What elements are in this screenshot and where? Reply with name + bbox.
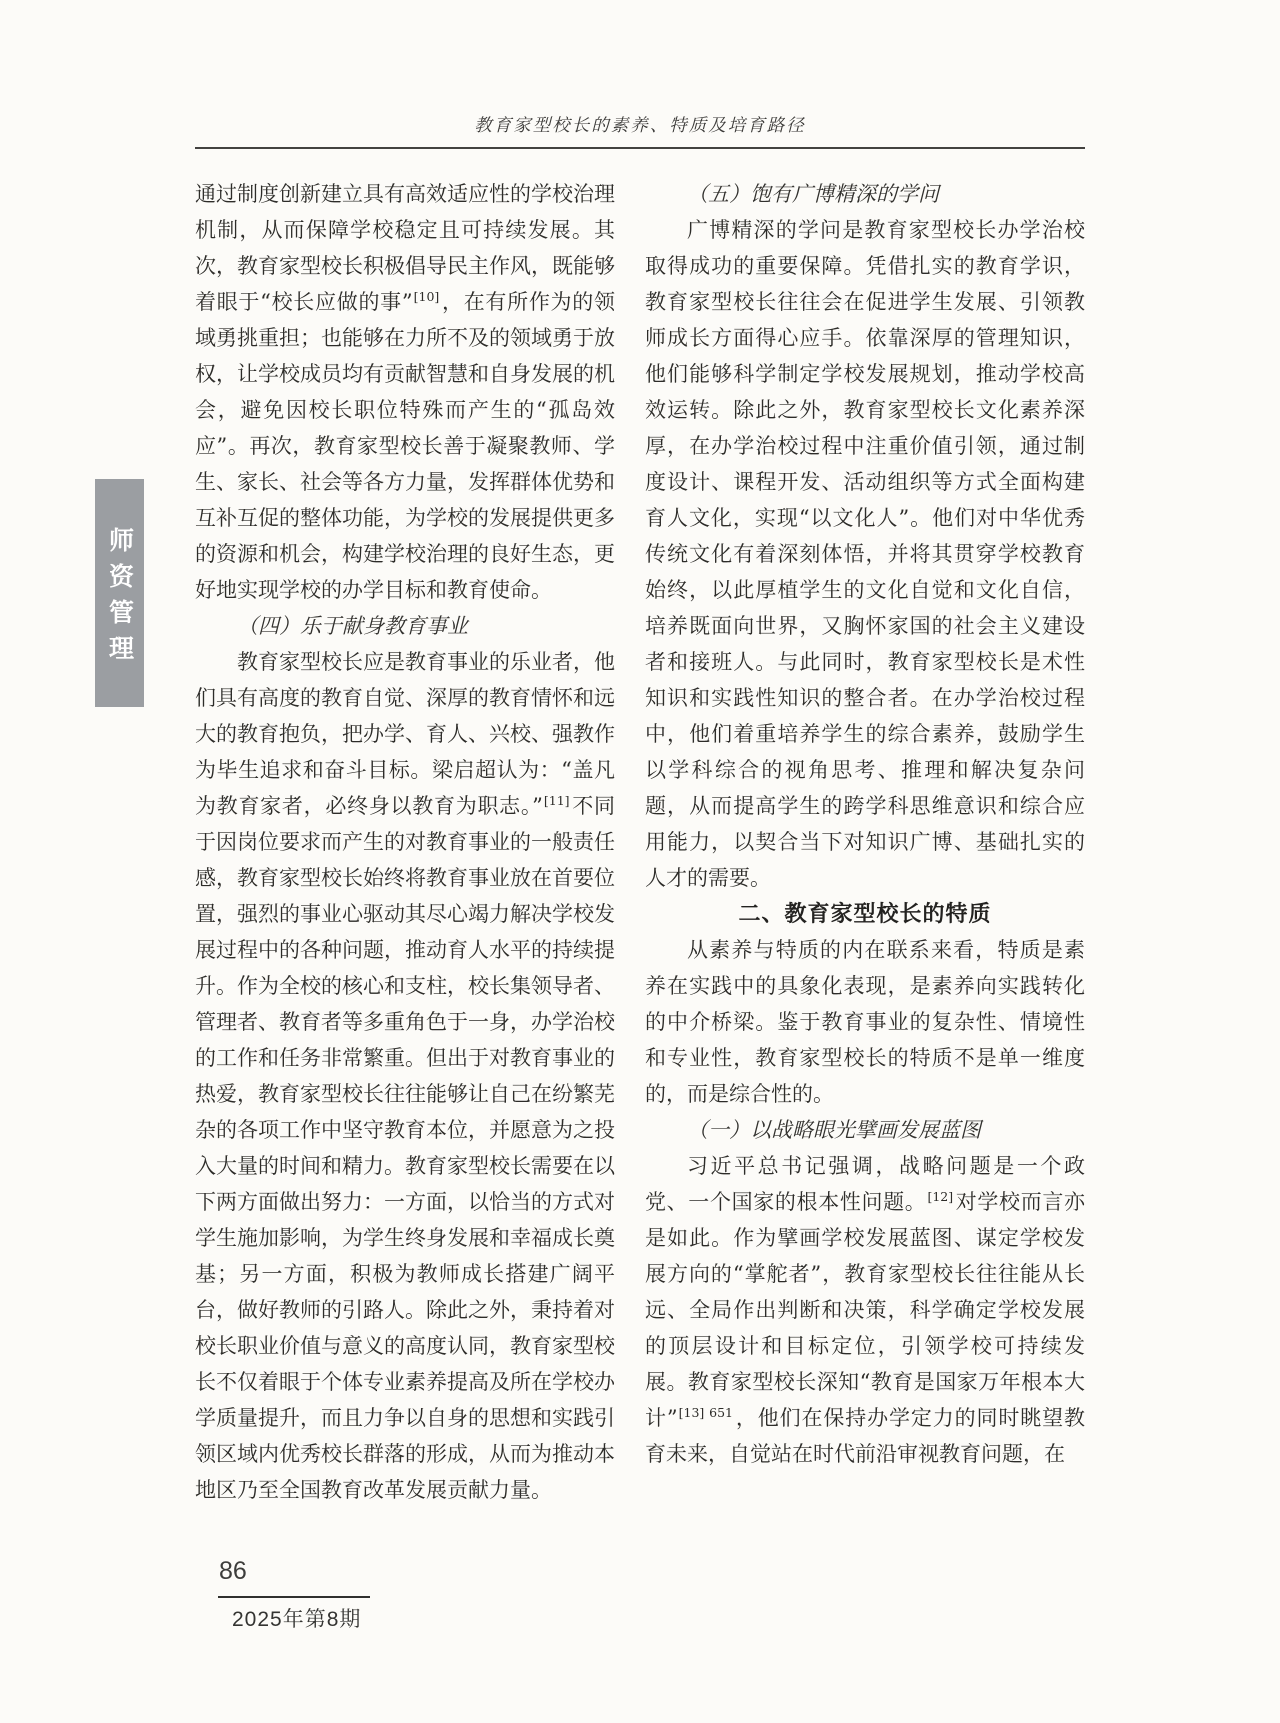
paragraph-devotion: 教育家型校长应是教育事业的乐业者，他们具有高度的教育自觉、深厚的教育情怀和远大的教育抱负，把办学、育人、兴校、强教作为毕生追求和奋斗目标。梁启超认为：“盖凡为教育家者，必终身以教育为职志。”[11]不同于因岗位要求而产生的对教育事业的一般责任感，教育家型校长始终将教育事业放在首要位置，强烈的事业心驱动其尽心竭力解决学校发展过程中的各种问题，推动育人水平的持续提升。作为全校的核心和支柱，校长集领导者、管理者、教育者等多重角色于一身，办学治校的工作和任务非常繁重。但出于对教育事业的热爱，教育家型校长往往能够让自己在纷繁芜杂的各项工作中坚守教育本位，并愿意为之投入大量的时间和精力。教育家型校长需要在以下两方面做出努力：一方面，以恰当的方式对学生施加影响，为学生终身发展和幸福成长奠基；另一方面，积极为教师成长搭建广阔平台，做好教师的引路人。除此之外，秉持着对校长职业价值与意义的高度认同，教育家型校长不仅着眼于个体专业素养提高及所在学校办学质量提升，而且力争以自身的思想和实践引领区域内优秀校长群落的形成，从而为推动本地区乃至全国教育改革发展贡献力量。 bbox=[195, 650, 616, 1502]
paragraph-strategy: 习近平总书记强调，战略问题是一个政党、一个国家的根本性问题。[12]对学校而言亦是如此。作为擘画学校发展蓝图、谋定学校发展方向的“掌舵者”，教育家型校长往往能从长远、全局作出判断和决策，科学确定学校发展的顶层设计和目标定位，引领学校可持续发展。教育家型校长深知“教育是国家万年根本大计”$^{[13] 651}$，他们在保持办学定力的同时眺望教育未来，自觉站在时代前沿审视教育问题，在 bbox=[645, 1154, 1086, 1466]
issue-label: 2025年第8期 bbox=[232, 1608, 362, 1631]
subsection-heading-five: （五）饱有广博精深的学问 bbox=[687, 182, 939, 206]
page-number: 86 bbox=[219, 1557, 247, 1585]
left-column bbox=[195, 176, 615, 1508]
section-tab bbox=[95, 479, 144, 707]
subsection-heading-one: （一）以战略眼光擘画发展蓝图 bbox=[687, 1118, 981, 1142]
section-tab-label: 师资管理 bbox=[105, 526, 135, 671]
header-divider bbox=[195, 147, 1085, 149]
running-head-title: 教育家型校长的素养、特质及培育路径 bbox=[474, 116, 806, 136]
paragraph-traits-intro: 从素养与特质的内在联系来看，特质是素养在实践中的具象化表现，是素养向实践转化的中介桥梁。鉴于教育事业的复杂性、情境性和专业性，教育家型校长的特质不是单一维度的，而是综合性的。 bbox=[645, 938, 1085, 1106]
paragraph-knowledge: 广博精深的学问是教育家型校长办学治校取得成功的重要保障。凭借扎实的教育学识，教育家型校长往往会在促进学生发展、引领教师成长方面得心应手。依靠深厚的管理知识，他们能够科学制定学校发展规划，推动学校高效运转。除此之外，教育家型校长文化素养深厚，在办学治校过程中注重价值引领，通过制度设计、课程开发、活动组织等方式全面构建育人文化，实现“以文化人”。他们对中华优秀传统文化有着深刻体悟，并将其贯穿学校教育始终，以此厚植学生的文化自觉和文化自信，培养既面向世界，又胸怀家国的社会主义建设者和接班人。与此同时，教育家型校长是术性知识和实践性知识的整合者。在办学治校过程中，他们着重培养学生的综合素养，鼓励学生以学科综合的视角思考、推理和解决复杂问题，从而提高学生的跨学科思维意识和综合应用能力，以契合当下对知识广博、基础扎实的人才的需要。 bbox=[645, 218, 1085, 890]
footer-divider bbox=[218, 1596, 370, 1598]
paragraph-continuation: 通过制度创新建立具有高效适应性的学校治理机制，从而保障学校稳定且可持续发展。其次，教育家型校长积极倡导民主作风，既能够着眼于“校长应做的事”[10]，在有所作为的领域勇挑重担；也能够在力所不及的领域勇于放权，让学校成员均有贡献智慧和自身发展的机会，避免因校长职位特殊而产生的“孤岛效应”。再次，教育家型校长善于凝聚教师、学生、家长、社会等各方力量，发挥群体优势和互补互促的整体功能，为学校的发展提供更多的资源和机会，构建学校治理的良好生态，更好地实现学校的办学目标和教育使命。 bbox=[195, 182, 615, 602]
subsection-heading-four: （四）乐于献身教育事业 bbox=[237, 614, 468, 638]
section-heading-traits: 二、教育家型校长的特质 bbox=[738, 901, 992, 926]
right-column bbox=[645, 176, 1085, 1472]
